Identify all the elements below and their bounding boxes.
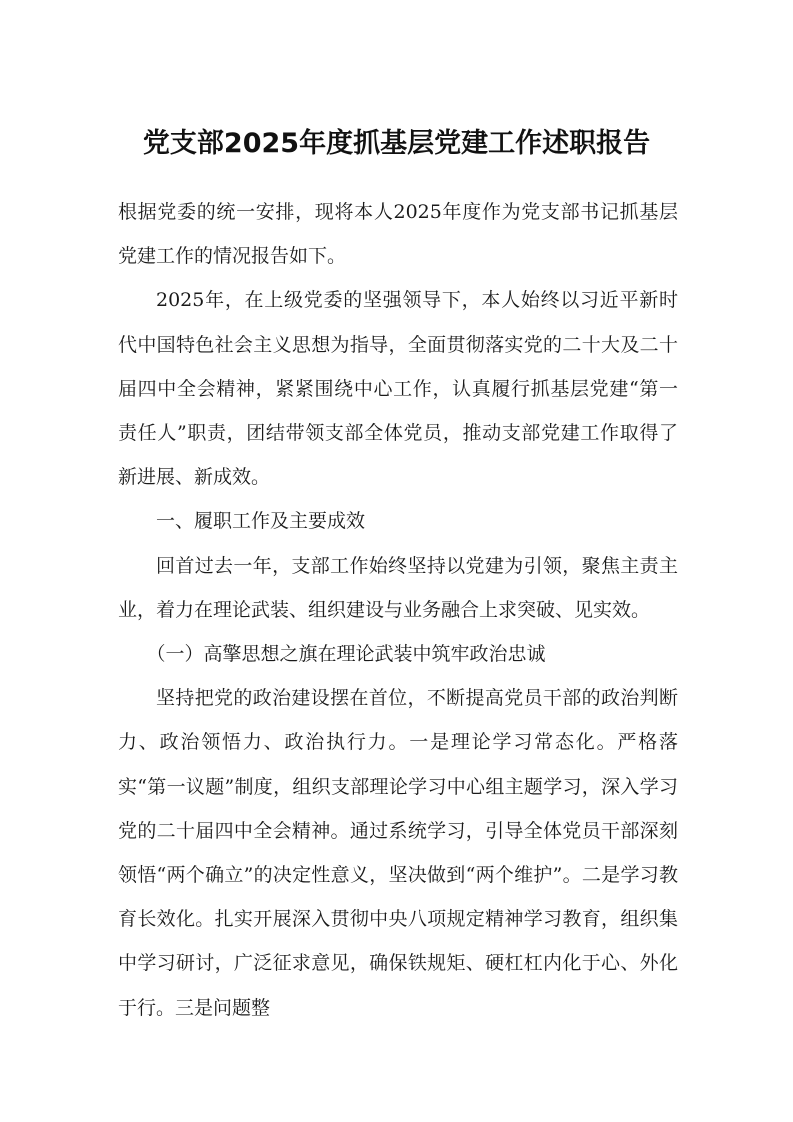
intro-paragraph: 根据党委的统一安排，现将本人2025年度作为党支部书记抓基层党建工作的情况报告如下。 [118, 201, 678, 268]
document-title: 党支部2025年度抓基层党建工作述职报告 [142, 128, 651, 159]
section-heading: 一、履职工作及主要成效 [156, 510, 366, 533]
section-intro-paragraph: 回首过去一年，支部工作始终坚持以党建为引领，聚焦主责主业，着力在理论武装、组织建设与业务融合上求突破、见实效。 [118, 554, 678, 621]
document-body [118, 190, 678, 1030]
subsection-paragraph: 坚持把党的政治建设摆在首位，不断提高党员干部的政治判断力、政治领悟力、政治执行力。一是理论学习常态化。严格落实“第一议题”制度，组织支部理论学习中心组主题学习，深入学习党的二十届四中全会精神。通过系统学习，引导全体党员干部深刻领悟“两个确立”的决定性意义，坚决做到“两个维护”。二是学习教育长效化。扎实开展深入贯彻中央八项规定精神学习教育，组织集中学习研讨，广泛征求意见，确保铁规矩、硬杠杠内化于心、外化于行。三是问题整 [118, 687, 678, 1019]
overview-paragraph: 2025年，在上级党委的坚强领导下，本人始终以习近平新时代中国特色社会主义思想为指导，全面贯彻落实党的二十大及二十届四中全会精神，紧紧围绕中心工作，认真履行抓基层党建“第一责任人”职责，团结带领支部全体党员，推动支部党建工作取得了新进展、新成效。 [118, 289, 678, 489]
subsection-heading: （一）高擎思想之旗在理论武装中筑牢政治忠诚 [146, 643, 546, 666]
